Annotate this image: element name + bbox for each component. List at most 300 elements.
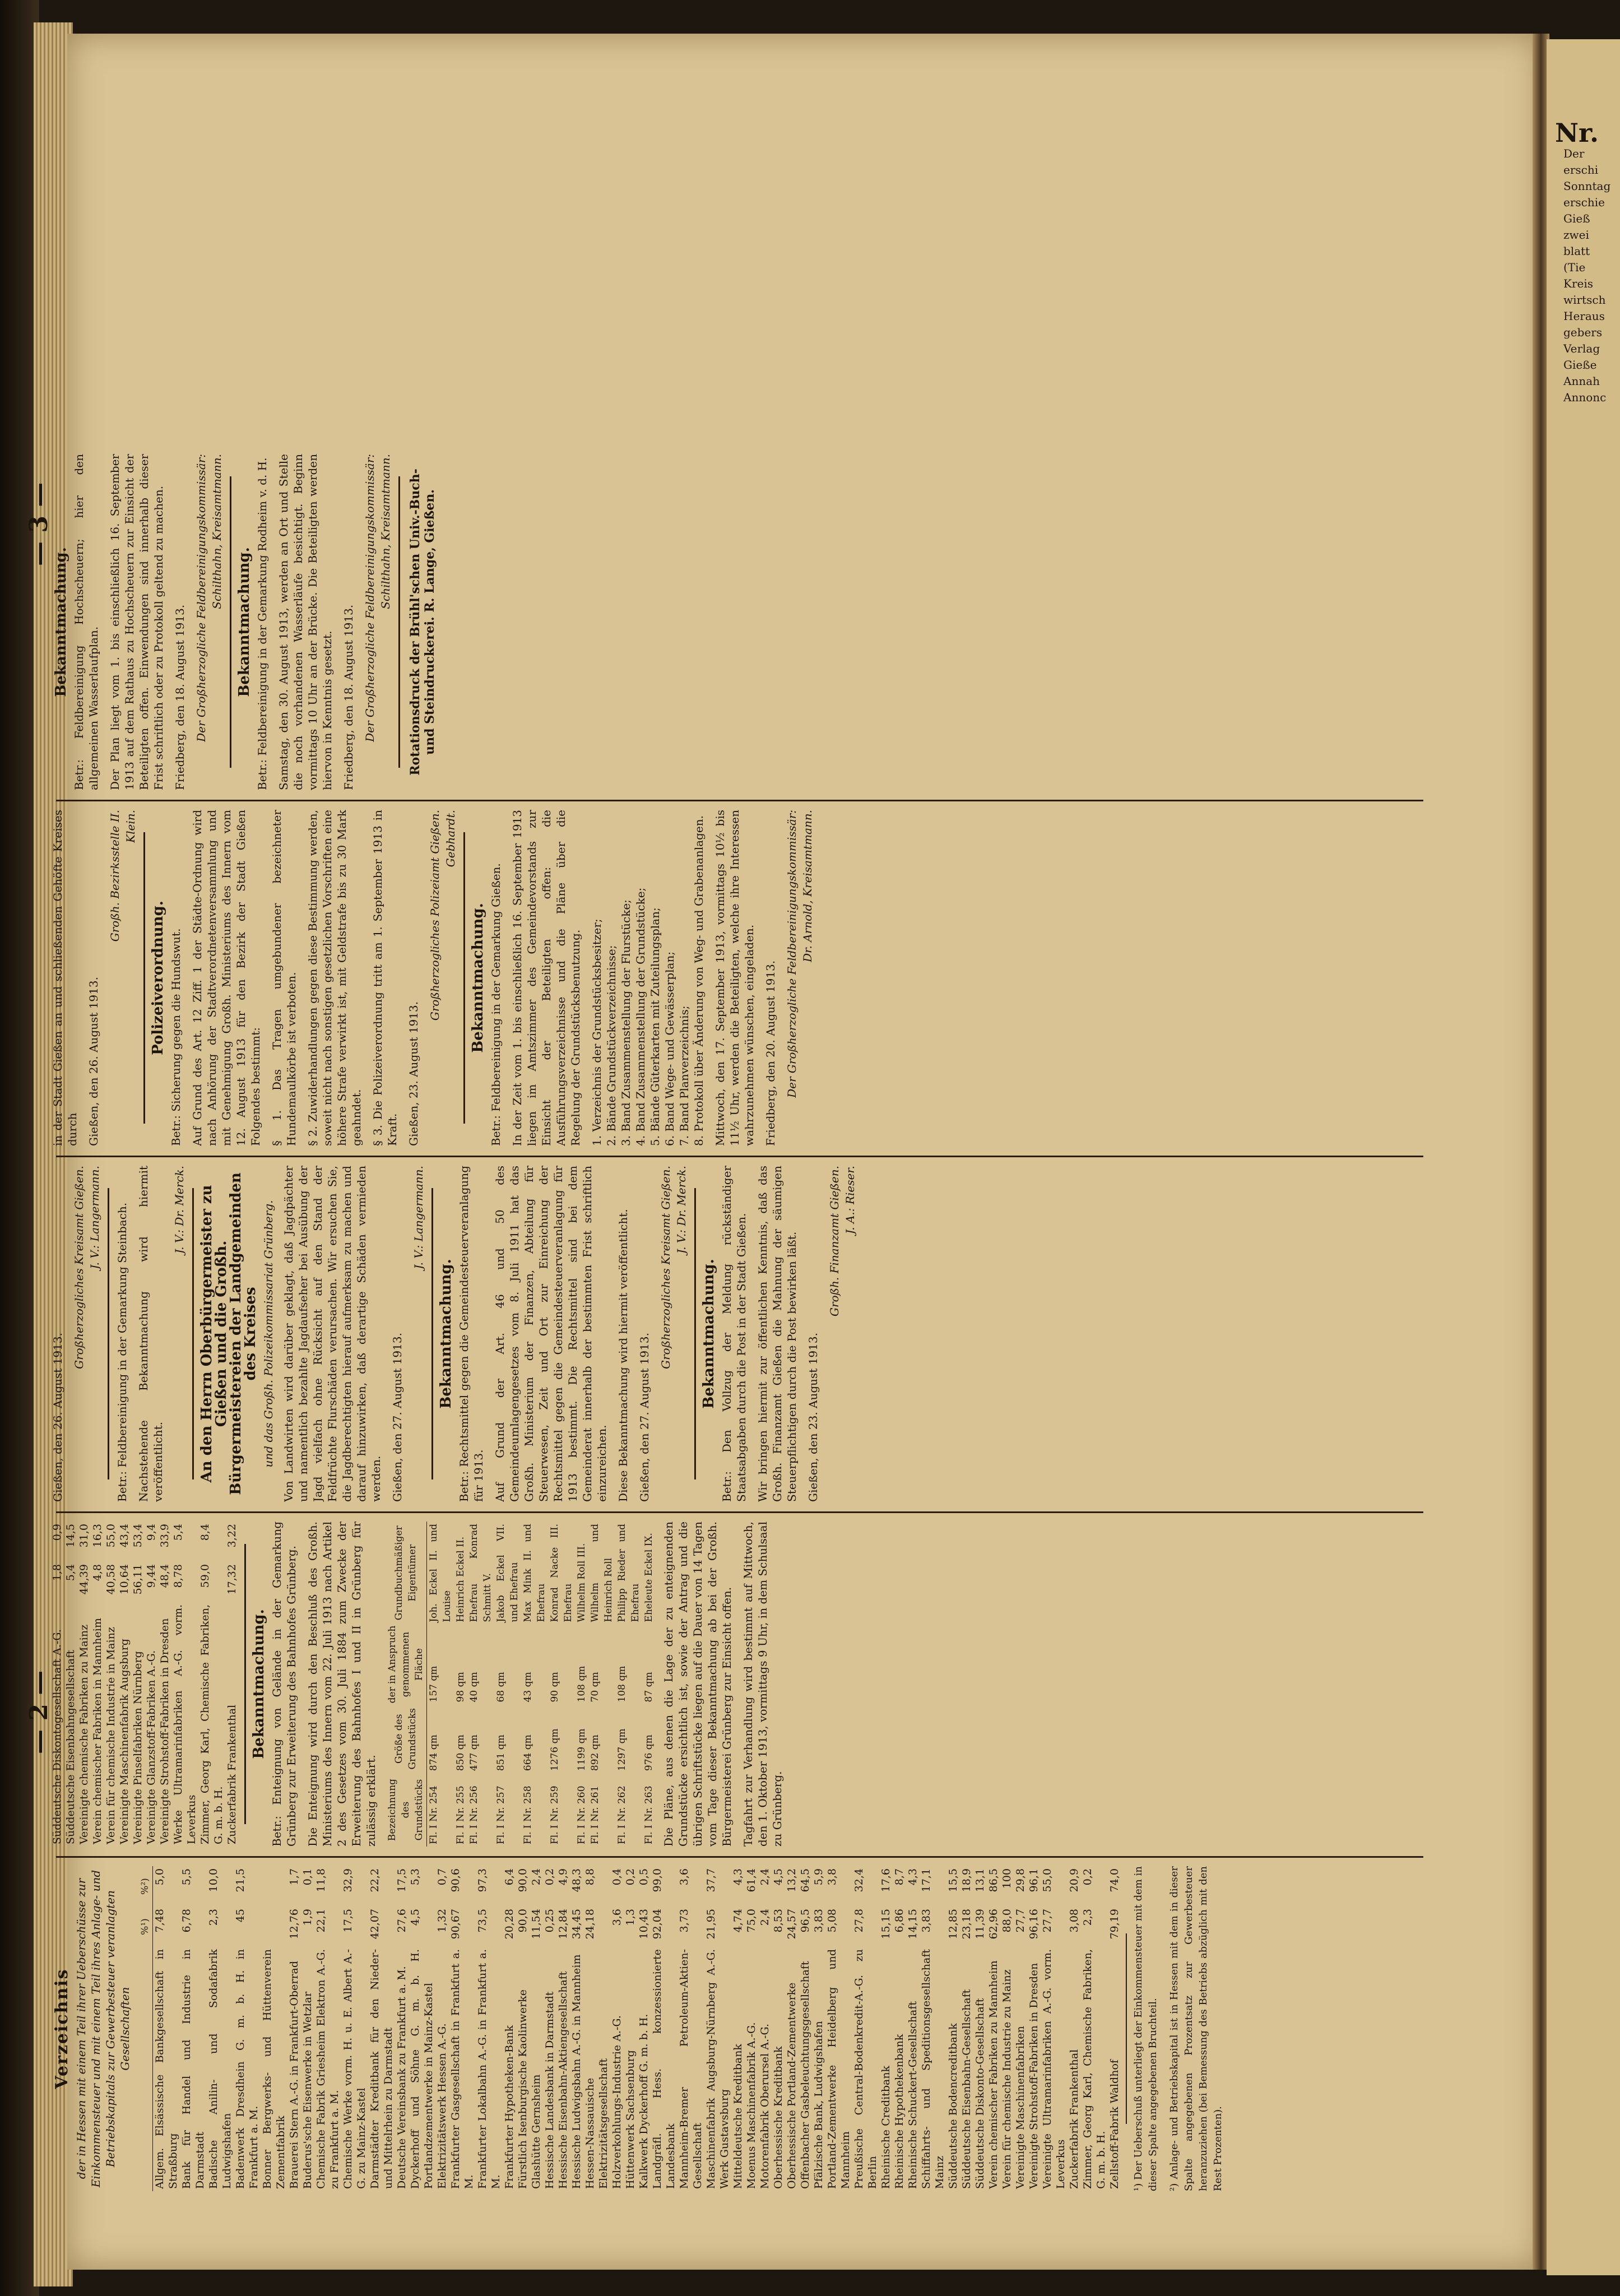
income-share: 7,48 [154, 1909, 166, 1933]
company-name: Badische Anilin- und Sodafabrik Ludwigshafen [207, 1949, 233, 2189]
income-share: 56,11 [132, 1564, 144, 1595]
feld-betr: Betr.: Feldbereinigung in der Gemarkung Gießen. [489, 863, 503, 1146]
company-name: Darmstädter Kreditbank für den Nieder- und Mittelrhein zu Darmstadt [369, 1949, 394, 2189]
parcel-id: Fl. I Nr. 257 [495, 1785, 507, 1844]
capital-share: 55,0 [105, 1524, 117, 1548]
capital-share: 5,4 [172, 1524, 184, 1541]
table-row [973, 1866, 987, 2191]
table-row [516, 1866, 530, 2191]
table-row [852, 1866, 879, 2191]
feld-item: 1. Verzeichnis der Grundstücksbesitzer; [590, 919, 604, 1146]
company-name: Hessische Eisenbahn-Aktiengesellschaft [557, 1971, 569, 2189]
table-row [548, 1522, 575, 1847]
income-share: 42,07 [369, 1909, 381, 1940]
giessen-date: Gießen, den 27. August 1913. [638, 1333, 651, 1502]
parcel-claimed: 43 qm [522, 1672, 533, 1703]
friedberg-date: Friedberg, den 18. August 1913. [342, 604, 355, 790]
income-share: 15,15 [880, 1909, 892, 1940]
post-betr: Betr.: Den Vollzug der Meldung rückständiger Staatsabgaben durch die Post in der Stadt Gießen. [720, 1166, 748, 1502]
capital-share: 5,3 [409, 1868, 421, 1886]
table-row [1027, 1866, 1041, 2191]
income-share: 23,18 [960, 1909, 973, 1940]
table-row [77, 1522, 91, 1847]
giessen-date: Gießen, den 23. August 1913. [806, 1333, 820, 1502]
capital-share [261, 1866, 287, 1907]
table-row [960, 1866, 973, 2191]
col-header-name [138, 1947, 153, 2191]
company-name: Rheinische Creditbank [880, 2065, 892, 2189]
company-name: Schiffahrts- und Speditionsgesellschaft Mainz [920, 1949, 946, 2189]
column-rule [56, 800, 1423, 801]
company-name: Süddeutsche Eisenbahn-Gesellschaft [960, 1989, 973, 2189]
parcel-id: Fl. I Nr. 262 [616, 1785, 628, 1844]
capital-share: 11,8 [315, 1868, 327, 1893]
parcel-size: 1199 qm [576, 1728, 587, 1771]
capital-share: 17,5 [396, 1868, 408, 1893]
income-share: 4,74 [732, 1909, 744, 1933]
company-name: Vereinigte chemische Fabriken zu Mainz [78, 1624, 90, 1844]
capital-share: 33,9 [159, 1524, 171, 1548]
feld-item: 4. Band Zusammenstellung der Grundstücke; [634, 887, 647, 1146]
column-rule [56, 1511, 1423, 1513]
printer-imprint: Rotationsdruck der Brühl'schen Univ.-Buch- und Steindruckerei. R. Lange, Gießen. [408, 469, 437, 776]
feld-item: 5. Bände Güterkarten mit Zuteilungsplan; [648, 907, 662, 1146]
signer: J. A.: Rieser. [843, 1166, 857, 1235]
side-line: Der [1563, 147, 1585, 160]
side-line: Gieße [1563, 358, 1597, 372]
table-row [64, 1522, 77, 1847]
capital-share: 10,0 [207, 1868, 220, 1893]
capital-share: 17,1 [920, 1868, 932, 1893]
parcel-claimed: 108 qm [616, 1666, 628, 1703]
company-name: Vereinigte Maschinenfabrik Augsburg [118, 1639, 131, 1844]
side-line: Heraus [1563, 309, 1605, 323]
feld-item: 3. Band Zusammenstellung der Flurstücke; [619, 899, 633, 1146]
company-name: Bonner Bergwerks- und Hüttenverein Zementfabrik [261, 1949, 287, 2189]
table-row [731, 1866, 745, 2191]
side-line: zwei [1563, 228, 1589, 242]
company-name: Rheinische Schuckert-Gesellschaft [907, 2001, 919, 2189]
adjacent-page-text [1563, 146, 1619, 406]
table-row [1081, 1866, 1108, 2191]
tagfahrt-text: Tagfahrt zur Verhandlung wird bestimmt auf Mittwoch, den 1. Oktober 1913, vormittags 9 Uhr, in dem Schulsaal zu Grünberg. [741, 1522, 784, 1847]
income-share: 12,85 [947, 1909, 959, 1940]
parcel-size: 874 qm [428, 1734, 439, 1771]
income-share: 20,28 [503, 1909, 516, 1940]
income-share: 17,5 [342, 1909, 354, 1933]
table-row [799, 1866, 812, 2191]
table-row [225, 1522, 239, 1847]
capital-share: 64,5 [799, 1868, 811, 1893]
company-name: Vereinigte Ultramarinfabriken A.-G. vorm. Leverkus [1041, 1949, 1067, 2189]
polizeiamt-label: Großherzogliches Polizeiamt Gießen. [428, 810, 442, 1021]
capital-share: 0,2 [624, 1868, 637, 1886]
capital-share: 3,8 [826, 1868, 838, 1886]
parcel-id: Fl. I Nr. 254 [428, 1785, 439, 1844]
capital-share: 5,9 [813, 1868, 825, 1886]
signer: Schilthahn, Kreisamtmann. [210, 454, 224, 609]
income-share: 40,58 [105, 1564, 117, 1595]
parcel-size: 1276 qm [549, 1728, 560, 1771]
enteignung-betr: Betr.: Enteignung von Gelände in der Gemarkung Grünberg zur Erweiterung des Bahnhofes Grünberg. [270, 1522, 298, 1847]
friedberg-date: Friedberg, den 18. August 1913. [173, 604, 187, 790]
table-row [758, 1866, 772, 2191]
enteignung-text-2: Die Pläne, aus denen die Lage der zu enteignenden Grundstücke ersichtlich ist, sowie der Antrag und die übrigen Schriftstücke liegen auf die Dauer von 14 Tagen vom Tage dieser Bekanntmachung ab bei der Großh. Bürgermeisterei Grünberg zur Einsicht offen. [662, 1522, 734, 1847]
capital-share: 43,4 [118, 1524, 131, 1548]
income-share: 4,8 [91, 1564, 104, 1581]
capital-share: 32,9 [342, 1868, 354, 1893]
company-name: Mitteldeutsche Kreditbank [732, 2044, 744, 2189]
parcel-id: Fl. I Nr. 256 [468, 1785, 480, 1844]
income-share: 6,86 [893, 1909, 906, 1933]
enteignung-text: Die Enteignung wird durch den Beschluß des Großh. Ministeriums des Innern vom 22. Juli 1913 nach Artikel 2 des Gesetzes vom 30. Juli 1884 zum Zwecke der Erweiterung des Bahnhofes I und II in Grünberg für zulässig erklärt. [306, 1522, 378, 1847]
capital-share: 21,5 [234, 1868, 247, 1893]
income-share: 48,4 [159, 1564, 171, 1588]
friedberg-date: Friedberg, den 20. August 1913. [764, 960, 777, 1146]
parcel-id: Fl. I Nr. 255 [455, 1785, 466, 1844]
polizei-text: Auf Grund des Art. 12 Ziff. 1 der Städte-Ordnung wird nach Anhörung der Stadtverordnetenversammlung und mit Genehmigung Großh. Ministeriums des Innern vom 12. August 1913 für den Bezirk der Stadt Gießen Folgendes bestimmt: [191, 810, 262, 1146]
income-share: 11,54 [530, 1909, 542, 1940]
adjacent-page-heading: Nr. [1555, 118, 1599, 148]
table-row [198, 1522, 225, 1847]
income-share: 24,18 [584, 1909, 596, 1940]
capital-share: 17,6 [880, 1868, 892, 1893]
table-row [745, 1866, 758, 2191]
income-share: 8,53 [772, 1909, 785, 1933]
income-share: 2,3 [1081, 1909, 1094, 1926]
capital-share: 2,4 [530, 1868, 542, 1886]
table-row [570, 1866, 583, 2191]
share-list-body [153, 1866, 1122, 2191]
company-name: Frankfurter Lokalbahn A.-G. in Frankfurt a. M. [476, 1949, 502, 2189]
company-name: Deutsche Vereinsbank zu Frankfurt a. M. [396, 1966, 408, 2189]
table-row [1041, 1866, 1067, 2191]
post-text: Wir bringen hiermit zur öffentlichen Kenntnis, daß das Großh. Finanzamt Gießen die Mahnung der säumigen Steuerpflichtigen durch die Post bewirken läßt. [756, 1166, 799, 1502]
parcels-header: Bezeichnung des Grundstücks [385, 1773, 427, 1847]
giessen-date: Gießen, den 27. August 1913. [391, 1333, 404, 1502]
signer: Gebhardt. [444, 810, 457, 868]
post-title: Bekanntmachung. [700, 1259, 717, 1409]
company-name: Frankfurter Gasgesellschaft in Frankfurt a. M. [449, 1949, 475, 2189]
signer: Klein. [124, 810, 137, 843]
polizei-betr: Betr.: Sicherung gegen die Hundswut. [169, 928, 183, 1146]
signer: Dr. Arnold, Kreisamtmann. [801, 810, 814, 962]
col-header-capital: %²) [138, 1866, 153, 1907]
table-row [677, 1866, 704, 2191]
company-name: Verein chemischer Fabriken zu Mannheim [987, 1960, 1000, 2189]
table-row [287, 1866, 301, 2191]
company-name: Süddeutsche Diskontogesellschaft A.-G. [51, 1629, 63, 1844]
table-row [583, 1866, 610, 2191]
table-row [637, 1866, 651, 2191]
capital-share: 20,9 [1068, 1868, 1080, 1893]
jagd-subtitle: und das Großh. Polizeikommissariat Grünberg. [262, 1200, 275, 1468]
parcel-size: 664 qm [522, 1734, 533, 1771]
divider [230, 476, 231, 768]
income-share: 6,78 [180, 1909, 193, 1933]
table-row [145, 1522, 158, 1847]
parcel-owner: Eheleute Eckel IX. [643, 1533, 655, 1622]
side-line: Verlag [1563, 342, 1600, 355]
income-share: 12,76 [288, 1909, 300, 1940]
side-line: blatt [1563, 244, 1590, 258]
income-share: 88,0 [1001, 1909, 1013, 1933]
giessen-date: Gießen, den 26. August 1913. [51, 1333, 64, 1502]
top-notice: in der Stadt Gießen an und schließenden Gehöfte Kreises durch [51, 810, 79, 1146]
company-name: Motorenfabrik Oberursel A.-G. [759, 2024, 771, 2189]
column-rule [56, 1856, 1423, 1858]
income-share: 2,3 [207, 1909, 220, 1926]
signer: J. V.: Dr. Merck. [675, 1166, 688, 1254]
company-name: Hessische Ludwigsbahn A.-G. in Mannheim [570, 1954, 583, 2189]
company-name: Süddeutsche Eisenbahngesellschaft [64, 1650, 77, 1844]
table-row [449, 1866, 476, 2191]
kommissar-label: Der Großherzogliche Feldbereinigungskommissär: [194, 454, 208, 742]
capital-share: 3,22 [226, 1524, 238, 1548]
company-name: Hüttenwerk Sachsenburg [624, 2050, 637, 2189]
table-row [893, 1866, 906, 2191]
page-number-right: — 3 — [25, 482, 53, 566]
parcels-table [385, 1522, 656, 1847]
table-row [651, 1866, 677, 2191]
company-name: Vereinigte Strohstoff-Fabriken in Dresden [159, 1618, 171, 1844]
top-date: Gießen, den 26. August 1913. [87, 977, 100, 1146]
income-share: 3,83 [920, 1909, 932, 1933]
rotated-newspaper-content [22, 34, 1457, 2219]
table-row [118, 1522, 131, 1847]
table-row [1014, 1866, 1027, 2191]
parcel-owner: Joh. Eckel II. und Louise [428, 1524, 453, 1622]
company-name: Preußische Central-Bodenkredit-A.-G. zu Berlin [853, 1949, 879, 2189]
capital-share: 1,7 [288, 1868, 300, 1886]
income-share: 14,15 [907, 1909, 919, 1940]
table-row [704, 1866, 731, 2191]
share-list-title: Verzeichnis [52, 1968, 72, 2089]
table-row [301, 1866, 314, 2191]
table-row [261, 1866, 287, 2191]
capital-share: 13,1 [974, 1868, 986, 1893]
capital-share: 55,0 [1041, 1868, 1053, 1893]
parcel-owner: Ehefrau Konrad Schmitt V. [468, 1524, 493, 1622]
company-name: Mannheim-Bremer Petroleum-Aktien-Gesellschaft [678, 1949, 704, 2189]
side-line: Gieß [1563, 212, 1590, 225]
capital-share: 4,3 [907, 1868, 919, 1886]
feld-item: 8. Protokoll über Änderung von Weg- und Grabenanlagen. [692, 815, 705, 1146]
company-name: Fürstlich Isenburgische Kaolinwerke [517, 1989, 529, 2189]
jagd-text: Von Landwirten wird darüber geklagt, daß Jagdpächter und namentlich bezahlte Jagdaufseher bei Ausübung der Jagd vielfach ohne Rücksicht auf den Stand der Feldfrüchte Flurschäden verursachen. Wir ersuchen Sie, die Jagdberechtigten hierauf aufmerksam zu machen und darauf hinzuwirken, daß derartige Schäden vermieden werden. [282, 1166, 383, 1502]
divider [398, 476, 400, 768]
table-row [409, 1866, 435, 2191]
parcels-header: Größe des Grundstücks [385, 1704, 427, 1773]
signer: J. V.: Langermann. [88, 1166, 101, 1269]
table-row [556, 1866, 570, 2191]
company-name: Brauerei Stern A.-G. in Frankfurt-Oberrad [288, 1960, 300, 2189]
bek3-betr: Betr.: Feldbereinigung in der Gemarkung Rodheim v. d. H. [256, 457, 269, 790]
parcel-owner: Wilhelm und Heinrich Roll [589, 1524, 614, 1622]
bekanntmachung-title: Bekanntmachung. [470, 903, 486, 1053]
signer: J. V.: Langermann. [412, 1166, 425, 1269]
income-share: 1,3 [624, 1909, 637, 1926]
divider [192, 1188, 194, 1479]
divider [431, 1188, 433, 1479]
income-share: 22,1 [315, 1909, 327, 1933]
capital-share: 100 [1001, 1868, 1013, 1889]
signer: J. V.: Dr. Merck. [173, 1166, 186, 1254]
income-share: 2,4 [759, 1909, 771, 1926]
income-share: 3,6 [611, 1909, 623, 1926]
income-share: 17,32 [226, 1564, 238, 1595]
table-row [588, 1522, 615, 1847]
company-name: Landgräfl. Hess. konzessionierte Landesbank [651, 1949, 677, 2189]
table-row [395, 1866, 409, 2191]
company-name: Maschinenfabrik Augsburg-Nürnberg A.-G. Werk Gustavsburg [705, 1949, 731, 2189]
capital-share: 4,9 [557, 1868, 569, 1886]
parcel-size: 976 qm [643, 1734, 655, 1771]
income-share: 90,0 [517, 1909, 529, 1933]
company-name: Allgem. Elsässische Bankgesellschaft in Straßburg [154, 1949, 179, 2189]
kommissar-label: Der Großherzogliche Feldbereinigungskommissär: [785, 810, 799, 1098]
table-row [615, 1522, 642, 1847]
income-share: 96,16 [1028, 1909, 1040, 1940]
finanzamt-label: Großh. Finanzamt Gießen. [828, 1166, 841, 1316]
table-row [785, 1866, 799, 2191]
table-row [530, 1866, 543, 2191]
company-name: Zuckerfabrik Frankenthal [226, 1704, 238, 1844]
divider [1126, 1933, 1127, 2124]
income-share: 27,6 [396, 1909, 408, 1933]
company-name: Verein für chemische Industrie zu Mainz [1001, 1969, 1013, 2189]
column-share-list [50, 1866, 1429, 2191]
parcel-id: Fl. I Nr. 260 [576, 1785, 587, 1844]
column-feldbereinigung [50, 454, 1429, 790]
column-jagd [50, 1166, 1429, 1502]
footnote-2: ²) Anlage- und Betriebskapital ist in Hessen mit dem in dieser Spalte angegebenen Prozentsatz zur Gewerbesteuer heranzuziehen (bei Bemessung des Betriebs abzüglich mit den Rest Prozenten). [1168, 1866, 1224, 2191]
capital-share: 96,1 [1028, 1868, 1040, 1893]
income-share: 9,44 [145, 1564, 157, 1588]
divider [694, 1188, 696, 1479]
company-name: Vereinigte Maschinenfabriken [1014, 2026, 1027, 2189]
income-share: 24,57 [786, 1909, 798, 1940]
table-row [91, 1522, 104, 1847]
parcel-claimed: 90 qm [549, 1672, 560, 1703]
capital-share: 0,2 [1081, 1868, 1094, 1886]
table-row [454, 1522, 467, 1847]
parcel-owner: Max Mink II. und Ehefrau [522, 1524, 547, 1622]
capital-share: 32,4 [853, 1868, 865, 1893]
polizei-p1: § 1. Das Tragen umgebundener bezeichneter Hundemaulkörbe ist verboten. [270, 810, 298, 1146]
polizei-p3: § 3. Die Polizeiverordnung tritt am 1. September 1913 in Kraft. [371, 810, 399, 1146]
feldbereinigung-text: Nachstehende Bekanntmachung wird hiermit veröffentlicht. [137, 1166, 165, 1502]
table-row [158, 1522, 171, 1847]
company-name: Dyckerhoff und Söhne G. m. b. H. Portlandzementwerke in Mainz-Kastel [409, 1949, 435, 2189]
side-line: Sonntag [1563, 179, 1611, 193]
income-share: 5,08 [826, 1909, 838, 1933]
table-row [207, 1866, 234, 2191]
capital-share: 90,6 [449, 1868, 462, 1893]
income-share: 4,5 [409, 1909, 421, 1926]
feld-item: 2. Bände Grundstückverzeichnisse; [605, 945, 618, 1146]
company-name: Zellstoff-Fabrik Waldhof [1108, 2060, 1121, 2189]
company-name: Elektrizitätswerk Hessen A.-G. [436, 2023, 448, 2189]
bek2-title: Bekanntmachung. [53, 547, 69, 697]
company-name: Chemische Werke vorm. H. u. E. Albert A.-G. zu Mainz-Kastel [342, 1949, 368, 2189]
capital-share: 0,9 [51, 1524, 63, 1541]
company-name: Glashütte Gernsheim [530, 2074, 542, 2189]
capital-share: 86,5 [987, 1868, 1000, 1893]
table-row [104, 1522, 118, 1847]
parcel-claimed: 70 qm [589, 1672, 601, 1703]
income-share: 27,8 [853, 1909, 865, 1933]
feld-text: In der Zeit vom 1. bis einschließlich 16. September 1913 liegen im Amtszimmer des Gemeindevorstands zur Einsicht der Beteiligten offen: die Ausführungsverzeichnisse und die Pläne über die Regelung der Grundstücksbenutzung. [510, 810, 582, 1146]
income-share: 96,5 [799, 1909, 811, 1933]
income-share: 79,19 [1108, 1909, 1121, 1940]
table-row [494, 1522, 521, 1847]
table-row [575, 1522, 588, 1847]
company-name: Süddeutsche Bodencreditbank [947, 2023, 959, 2189]
bek3-text: Samstag, den 30. August 1913, werden an Ort und Stelle die noch vorhandenen Wasserläufe besichtigt. Beginn vormittags 10 Uhr an der Brücke. Die Beteiligten werden hiervon in Kenntnis gesetzt. [277, 454, 334, 790]
side-line: gebers [1563, 326, 1603, 339]
capital-share: 99,0 [651, 1868, 663, 1893]
capital-share: 15,5 [947, 1868, 959, 1893]
table-row [427, 1522, 454, 1847]
giessen-date: Gießen, 23. August 1913. [407, 1001, 420, 1146]
income-share: 1,32 [436, 1909, 448, 1933]
parcels-header: der in Anspruch genommenen Fläche [385, 1625, 427, 1705]
polizeiverordnung-title: Polizeiverordnung. [150, 901, 166, 1055]
capital-share: 61,4 [745, 1868, 758, 1893]
footnote-1: ¹) Der Ueberschuß unterliegt der Einkommensteuer mit dem in dieser Spalte angegebenen Bruchteil. [1132, 1866, 1159, 2191]
company-name: Zuckerfabrik Frankenthal [1068, 2049, 1080, 2189]
steuer-text: Auf Grund der Art. 46 und 50 des Gemeindeumlagengesetzes vom 8. Juli 1911 hat das Großh. Ministerium der Finanzen, Abteilung für Steuerwesen, Zeit und Ort zur Einreichung der Rechtsmittel gegen die Gemeindesteuerveranlagung für 1913 bestimmt. Die Rechtsmittel sind bei dem Gemeinderat innerhalb der bestimmten Frist schriftlich einzureichen. [493, 1166, 609, 1502]
income-share: 34,45 [570, 1909, 583, 1940]
table-row [171, 1522, 198, 1847]
income-share: 3,83 [813, 1909, 825, 1933]
income-share: 75,0 [745, 1909, 758, 1933]
company-name: Vereinigte Pinselfabriken Nürnberg [132, 1651, 144, 1844]
feld-item: 6. Band Wege- und Gewässerplan; [663, 951, 676, 1146]
side-line: Annonc [1563, 391, 1607, 404]
company-name: Verein für chemische Industrie in Mainz [105, 1627, 117, 1844]
company-name: Oberhessische Kreditbank [772, 2046, 785, 2189]
capital-share: 53,4 [132, 1524, 144, 1548]
table-row [946, 1866, 960, 2191]
income-share: 59,0 [199, 1564, 211, 1588]
income-share: 92,04 [651, 1909, 663, 1940]
side-line: erschie [1563, 196, 1605, 209]
company-name: Buderus'sche Eisenwerke in Wetzlar [301, 1991, 314, 2189]
table-row [435, 1866, 449, 2191]
signer: Schilthahn, Kreisamtmann. [379, 454, 392, 609]
kommissar-label: Der Großherzogliche Feldbereinigungskommissär: [363, 454, 377, 742]
income-share: 5,4 [64, 1564, 77, 1581]
capital-share: 48,3 [570, 1868, 583, 1893]
table-row [610, 1866, 624, 2191]
capital-share: 6,4 [503, 1868, 516, 1886]
company-name: Werke Ultramarinfabriken A.-G. vorm. Leverkus [172, 1604, 198, 1844]
company-name: Moenus Maschinenfabrik A.-G. [745, 2022, 758, 2189]
capital-share: 5,0 [154, 1868, 166, 1886]
capital-share: 37,7 [705, 1868, 717, 1893]
capital-share: 74,0 [1108, 1868, 1121, 1893]
enteignung-title: Bekanntmachung. [250, 1609, 267, 1759]
capital-share: 3,6 [678, 1868, 690, 1886]
capital-share: 0,1 [301, 1868, 314, 1886]
steuer-text-2: Diese Bekanntmachung wird hiermit veröffentlicht. [616, 1209, 630, 1502]
jagd-title: An den Herrn Oberbürgermeister zu Gießen und die Großh. Bürgermeistereien der Landgemeinden des Kreises [198, 1172, 259, 1495]
bek2-betr: Betr.: Feldbereinigung Hochscheuern; hier den allgemeinen Wasserlaufplan. [72, 454, 100, 790]
company-name: Pfälzische Bank, Ludwigshafen [813, 2021, 825, 2189]
capital-share: 2,4 [759, 1868, 771, 1886]
